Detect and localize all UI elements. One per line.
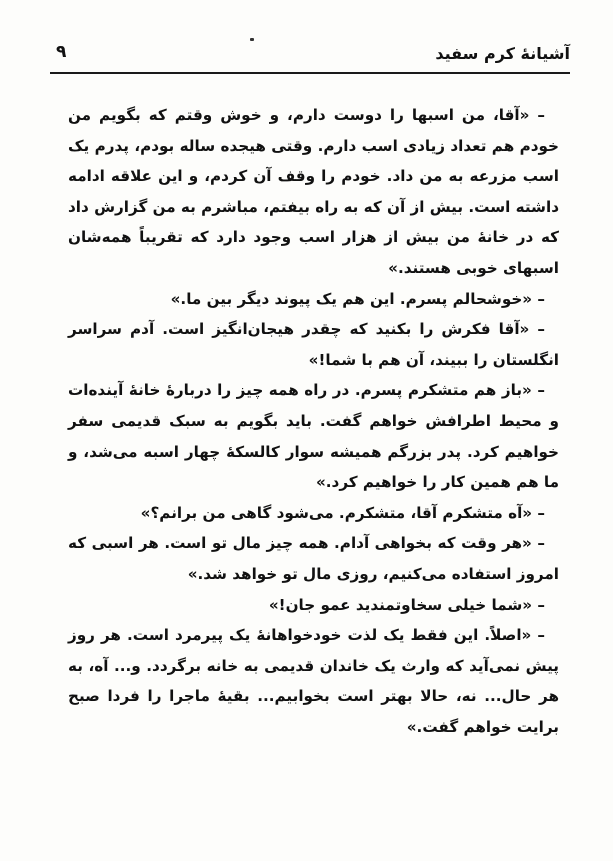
header-rule [50, 72, 570, 74]
paragraph-5: – «آه متشکرم آقا، متشکرم. می‌شود گاهی من برانم؟» [140, 503, 545, 522]
running-title: آشیانهٔ کرم سفید [435, 44, 570, 63]
body-text [68, 100, 559, 742]
paragraph-7: – «شما خیلی سخاوتمندید عمو جان!» [268, 595, 545, 614]
paragraph-3: – «آقا فکرش را بکنید که چقدر هیجان‌انگیز است. آدم سراسر انگلستان را ببیند، آن هم با شما!» [68, 320, 559, 369]
page-header [50, 40, 570, 74]
paragraph-4: – «باز هم متشکرم پسرم. در راه همه چیز را دربارهٔ خانهٔ آینده‌ات و محیط اطرافش خواهم گفت. باید بگویم به سبک قدیمی سفر خواهیم کرد. پدر بزرگم همیشه سوار کالسکهٔ چهار اسبه می‌شد، و ما هم همین کار را خواهیم کرد.» [68, 381, 559, 492]
paragraph-6: – «هر وقت که بخواهی آدام. همه چیز مال تو است. هر اسبی که امروز استفاده می‌کنیم، روزی مال تو خواهد شد.» [68, 534, 559, 583]
paragraph-8: – «اصلاً. این فقط یک لذت خودخواهانهٔ یک پیرمرد است. هر روز پیش نمی‌آید که وارث یک خاندان قدیمی به خانه برگردد. و... آه، به هر حال... نه، حالا بهتر است بخوابیم... بقیهٔ ماجرا را فردا صبح برایت خواهم گفت.» [68, 626, 559, 736]
paragraph-2: – «خوشحالم پسرم. این هم یک پیوند دیگر بین ما.» [170, 289, 545, 308]
paragraph-1: – «آقا، من اسبها را دوست دارم، و خوش وقتم که بگویم من خودم هم تعداد زیادی اسب دارم. وقتی هیجده ساله بودم، پدرم یک اسب مزرعه به من داد. خودم را وقف آن کردم، و این علاقه ادامه داشته است. بیش از آن که به راه بیفتم، مباشرم به من گزارش داد که در خانهٔ من بیش از هزار اسب وجود دارد که تقریباً همه‌شان اسبهای خوبی هستند.» [68, 106, 559, 277]
page-number: ۹ [56, 42, 67, 62]
